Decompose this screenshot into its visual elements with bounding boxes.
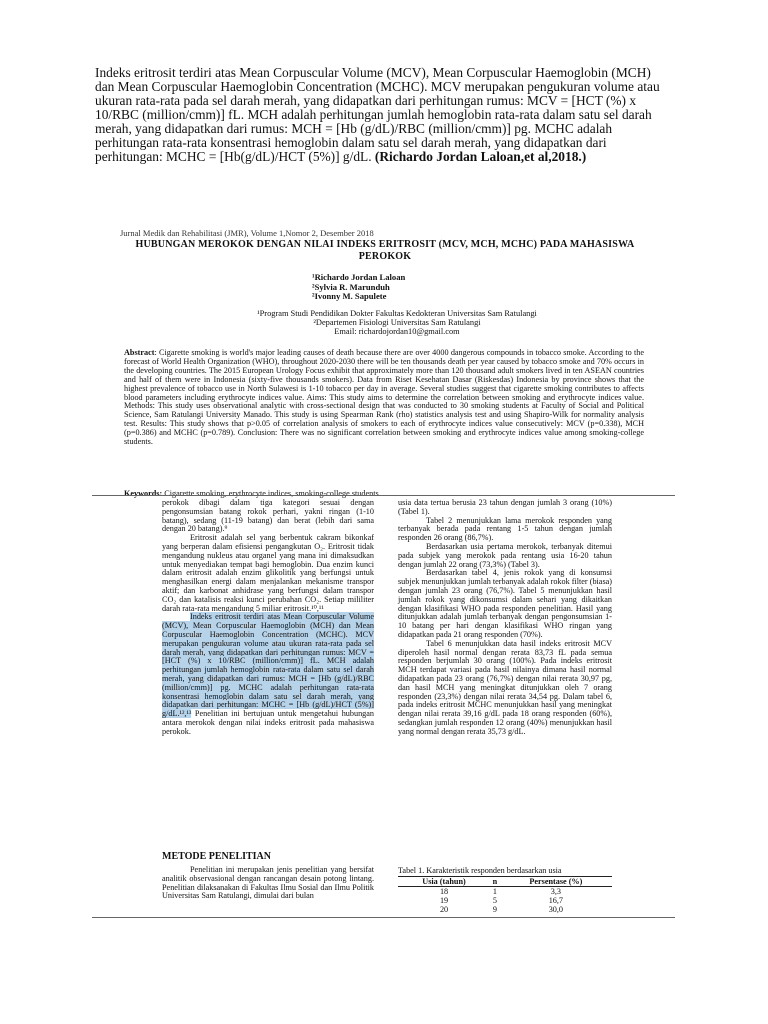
- keywords: [124, 489, 644, 498]
- left-paragraph-1: perokok dibagi dalam tiga kategori sesuai dengan pengonsumsian batang rokok perhari, yakni ringan (1-10 batang), sedang (11-19 batang) dan berat (lebih dari sama dengan 20 batang).⁹: [162, 498, 374, 534]
- table-cell: 9: [492, 905, 497, 914]
- intro-text: Indeks eritrosit terdiri atas Mean Corpuscular Volume (MCV), Mean Corpuscular Haemoglobin (MCH) dan Mean Corpuscular Haemoglobin Concentration (MCHC). MCV merupakan pengukuran volume atau ukuran rata-rata pada sel darah merah, yang didapatkan dari perhitungan rumus: MCV = [HCT (%) x 10/RBC (million/cmm)] fL. MCH adalah perhitungan jumlah hemoglobin rata-rata dalam satu sel darah merah, yang didapatkan dari rumus: MCH = [Hb (g/dL)/RBC (million/cmm)] pg. MCHC adalah perhitungan rata-rata konsentrasi hemoglobin dalam satu sel darah merah, yang didapatkan dari perhitungan: MCHC = [Hb(g/dL)/HCT (5%)] g/dL.: [95, 65, 660, 164]
- table-cell: 30,0: [548, 905, 564, 914]
- table-cell: 19: [439, 896, 449, 905]
- abstract: [124, 349, 644, 447]
- right-paragraph-4: Tabel 6 menunjukkan data hasil indeks eritrosit MCV diperoleh hasil normal dengan rerata 83,73 fL pada semua responden berjumlah 30 orang (100%). Pada indeks eritrosit MCH terdapat variasi pada hasil nilainya dimana hasil normal didapatkan pada 23 orang (76,7%) dengan nilai rerata 30,97 pg, dan hasil MCH yang meningkat ditunjukkan oleh 7 orang responden (23,3%) dengan nilai rerata 34,54 pg. Dalam tabel 6, pada indeks eritrosit MCHC menunjukkan hasil yang meningkat dengan nilai rerata 39,16 g/dL pada 18 orang responden (60%), sedangkan jumlah responden 12 orang (40%) menunjukkan hasil yang normal dengan rerata 35,73 g/dL.: [398, 638, 612, 736]
- table-cell: 16,7: [548, 896, 564, 905]
- left-column: [162, 499, 374, 737]
- left-paragraph-3-rest: Penelitian ini bertujuan untuk mengetahui hubungan antara merokok dengan nilai indeks eritrosit pada mahasiswa perokok.: [162, 709, 374, 736]
- author-3: ²Ivonny M. Sapulete: [312, 291, 387, 301]
- page-bottom-divider: [92, 917, 675, 918]
- table-cell: 5: [492, 896, 497, 905]
- intro-citation: (Richardo Jordan Laloan,et al,2018.): [374, 149, 587, 164]
- author-list: [312, 273, 405, 302]
- table-row: [398, 896, 612, 905]
- affiliation-1: ¹Program Studi Pendidikan Dokter Fakultas Kedokteran Universitas Sam Ratulangi: [257, 309, 537, 318]
- table-caption: Tabel 1. Karakteristik responden berdasarkan usia: [398, 866, 562, 875]
- keywords-text: Cigarette smoking, erythrocyte indices, smoking-college students: [162, 489, 379, 498]
- right-column: [398, 499, 612, 737]
- left-paragraph-4-text: Penelitian ini merupakan jenis penelitian yang bersifat analitik observasional dengan rancangan desain potong lintang. Penelitian dilaksanakan di Fakultas Ilmu Sosial dan Ilmu Politik Universitas Sam Ratulangi, dimulai dari bulan: [162, 865, 374, 901]
- table-cell: 3,3: [550, 887, 561, 896]
- table-header: n: [490, 877, 500, 887]
- table-row: [398, 887, 612, 897]
- keywords-label: Keywords:: [124, 489, 163, 498]
- paper-title: HUBUNGAN MEROKOK DENGAN NILAI INDEKS ERITROSIT (MCV, MCH, MCHC) PADA MAHASISWA PEROKOK: [135, 239, 635, 262]
- table-1: [398, 876, 612, 914]
- affiliations: [182, 309, 612, 337]
- table-cell: 1: [492, 887, 497, 896]
- left-paragraph-3: [162, 613, 374, 736]
- right-paragraph-1: Tabel 2 menunjukkan lama merokok responden yang terbanyak berada pada rentang 1-5 tahun dengan jumlah responden 26 orang (86,7%).: [398, 515, 612, 543]
- right-paragraph-3: Berdasarkan tabel 4, jenis rokok yang di konsumsi subjek menunjukkan jumlah terbanyak adalah rokok filter (biasa) dengan jumlah 23 orang (76,7%). Tabel 5 menunjukkan hasil jumlah rokok yang dikonsumsi dalam sehari yang dikaitkan dengan klasifikasi WHO pada responden penelitian. Hasil yang ditunjukkan adalah jumlah terbanyak dengan pengonsumsian 1-10 batang per hari dengan klasifikasi WHO ringan yang didapatkan pada 21 orang responden (70%).: [398, 568, 612, 639]
- journal-header: Jurnal Medik dan Rehabilitasi (JMR), Volume 1,Nomor 2, Desember 2018: [120, 228, 374, 238]
- table-header: Usia (tahun): [398, 877, 490, 887]
- author-1: ¹Richardo Jordan Laloan: [312, 272, 406, 282]
- intro-paragraph: [95, 66, 670, 164]
- page-divider: [92, 495, 675, 496]
- author-2: ²Sylvia R. Marunduh: [312, 281, 390, 292]
- method-heading: METODE PENELITIAN: [162, 851, 272, 862]
- right-paragraph-2: Berdasarkan usia pertama merokok, terbanyak ditemui pada subjek yang merokok pada rentang usia 16-20 tahun dengan jumlah 22 orang (73,3%) (Tabel 3).: [398, 541, 612, 569]
- highlighted-text: Indeks eritrosit terdiri atas Mean Corpuscular Volume (MCV), Mean Corpuscular Haemoglobin (MCH) dan Mean Corpuscular Haemoglobin Concentration (MCHC). MCV merupakan pengukuran volume atau ukuran rata-rata pada sel darah merah, yang didapatkan dari perhitungan rumus: MCV = [HCT (%) x 10/RBC (million/cmm)] fL. MCH adalah perhitungan jumlah hemoglobin rata-rata dalam satu sel darah merah, yang didapatkan dari rumus: MCH = [Hb (g/dL)/RBC (million/cmm)] pg. MCHC adalah perhitungan rata-rata konsentrasi hemoglobin dalam satu sel darah merah, yang didapatkan dari perhitungan: MCHC = [Hb (g/dL)/HCT (5%)] g/dL.¹²,¹³: [162, 612, 374, 719]
- affiliation-2: ²Departemen Fisiologi Universitas Sam Ratulangi: [313, 318, 481, 328]
- left-paragraph-4: [162, 866, 374, 901]
- abstract-text: : Cigarette smoking is world's major leading causes of death because there are over 4000 dangerous compounds in tobacco smoke. According to the forecast of World Health Organization (WHO), throughout 2020-2030 there will be ten thousands death per year caused by tobacco smoke and 70% occurs in the developing countries. The 2015 European Urology Focus exhibit that approximately more than 120 thousand adult smokers lived in ten ASEAN countries and half of them were in Indonesia (sixty-five thousands smokers). Data from Riset Kesehatan Dasar (Riskesdas) Indonesia by province shows that the highest prevalence of tobacco use in North Sulawesi is 1-10 tobacco per day in average. Several studies suggest that cigarette smoking contributes to affects blood parameters including erythrocyte indices value. Aims: This study aims to determine the correlation between smoking and erythrocyte indices value. Methods: This study uses observational analytic with cross-sectional design that was conducted to 30 smoking students at Faculty of Social and Political Science, Sam Ratulangi University Manado. This study is using Spearman Rank (rho) statistics analysis test and using Shapiro-Wilk for normality analysis test. Results: This study shows that p>0.05 of correlation analysis of smokers to each of erythrocyte indices value consecutively: MCV (p=0.338), MCH (p=0.386) and MCHC (p=0.789). Conclusion: There was no significant correlation between smoking and erythrocyte indices value among smoking-college students.: [124, 348, 644, 447]
- table-header: Persentase (%): [500, 877, 612, 887]
- table-row: [398, 905, 612, 914]
- right-paragraph-0: usia data tertua berusia 23 tahun dengan jumlah 3 orang (10%) (Tabel 1).: [398, 498, 612, 516]
- left-paragraph-2: Eritrosit adalah sel yang berbentuk cakram bikonkaf yang berperan dalam efisiensi pengangkutan O₂. Eritrosit tidak mengandung nukleus atau organel yang mana ini dimaksudkan untuk menyediakan tempat bagi hemoglobin. Dua enzim kunci dalam eritrosit adalah enzim glikolitik yang berfungsi untuk menghasilkan energi dalam menjalankan mekanisme transpor aktif; dan karbonat anhidrase yang berfungsi dalam transpor CO₂ dan katalisis reaksi kunci perubahan CO₂. Setiap mililiter darah rata-rata mengandung 5 miliar eritrosit.¹⁰,¹¹: [162, 533, 374, 613]
- table-cell: 18: [439, 887, 449, 896]
- table-cell: 20: [439, 905, 449, 914]
- author-email: Email: richardojordan10@gmail.com: [334, 327, 460, 337]
- abstract-label: Abstract: [124, 348, 155, 357]
